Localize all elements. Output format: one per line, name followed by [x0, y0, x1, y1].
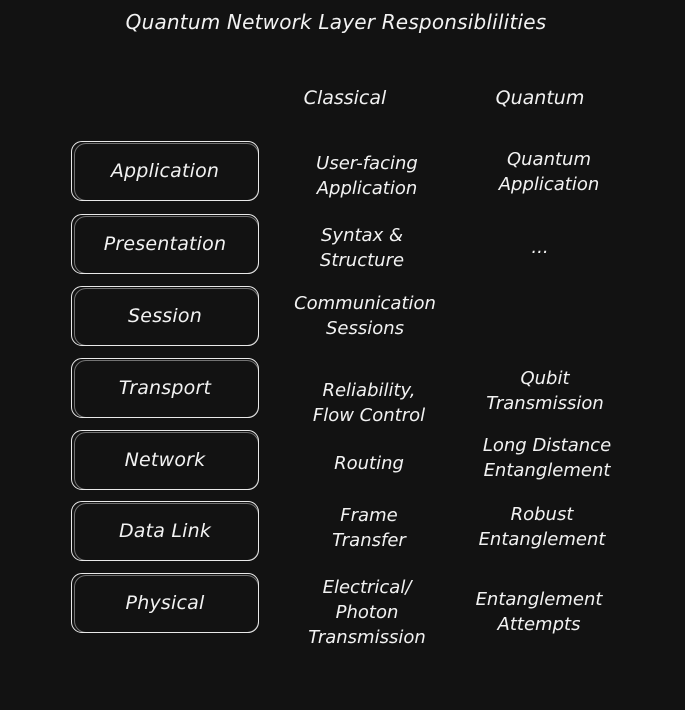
classical-cell-presentation: Syntax & Structure	[319, 225, 405, 271]
classical-cell-transport: Reliability, Flow Control	[312, 380, 426, 426]
classical-cell-application: User-facing Application	[316, 153, 418, 199]
layer-box-transport: Transport	[71, 358, 259, 418]
quantum-cell-physical: Entanglement Attempts	[475, 589, 603, 635]
layer-box-network: Network	[71, 430, 259, 490]
layer-box-presentation: Presentation	[71, 214, 259, 274]
classical-cell-session: Communication Sessions	[294, 293, 436, 339]
column-header-quantum: Quantum	[495, 87, 585, 109]
quantum-cell-application: Quantum Application	[498, 149, 600, 195]
diagram-title: Quantum Network Layer Responsiblilities	[125, 10, 547, 34]
quantum-cell-network: Long Distance Entanglement	[482, 435, 612, 481]
layer-box-session: Session	[71, 286, 259, 346]
quantum-cell-presentation: ...	[531, 237, 549, 258]
quantum-cell-data-link: Robust Entanglement	[478, 504, 606, 550]
quantum-cell-transport: Qubit Transmission	[486, 368, 604, 414]
classical-cell-data-link: Frame Transfer	[332, 505, 406, 551]
layer-box-physical: Physical	[71, 573, 259, 633]
classical-cell-network: Routing	[334, 453, 404, 474]
classical-cell-physical: Electrical/ Photon Transmission	[308, 577, 426, 648]
column-header-classical: Classical	[303, 87, 387, 109]
layer-box-data-link: Data Link	[71, 501, 259, 561]
layer-box-application: Application	[71, 141, 259, 201]
